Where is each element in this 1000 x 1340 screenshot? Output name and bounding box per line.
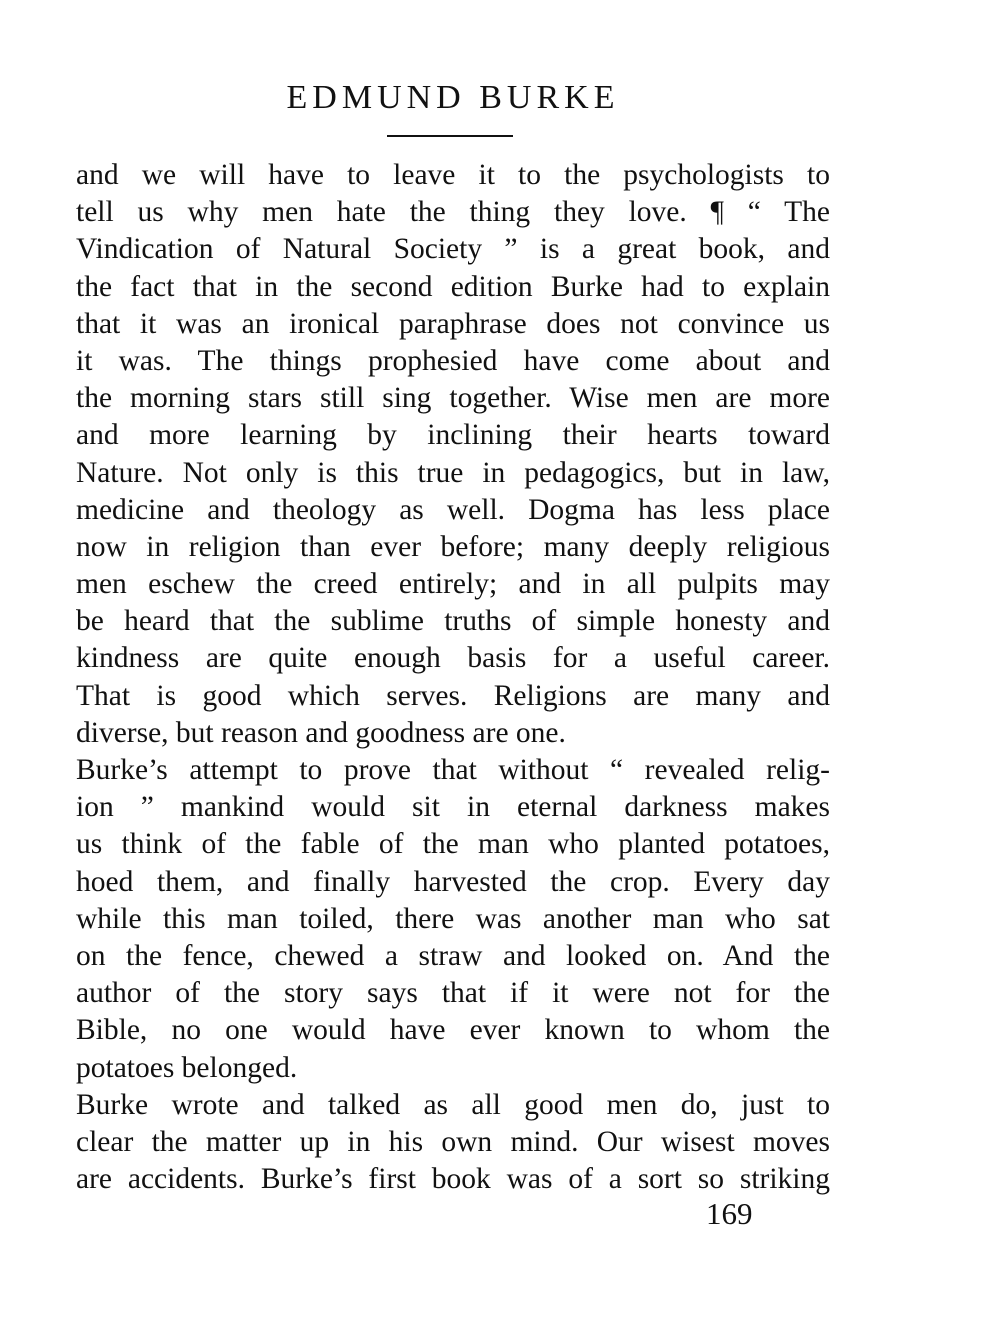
text-line: it was. The things prophesied have come about and: [76, 344, 830, 377]
text-line: tell us why men hate the thing they love. ¶ “ The: [76, 196, 830, 229]
text-line: Burke wrote and talked as all good men do, just to: [76, 1088, 830, 1121]
text-line: on the fence, chewed a straw and looked on. And the: [76, 939, 830, 972]
text-line: Bible, no one would have ever known to whom the: [76, 1014, 830, 1047]
text-line: the morning stars still sing together. Wise men are more: [76, 382, 830, 415]
text-line: are accidents. Burke’s first book was of a sort so striking: [76, 1163, 830, 1196]
text-line: that it was an ironical paraphrase does not convince us: [76, 307, 830, 340]
text-line: and we will have to leave it to the psychologists to: [76, 159, 830, 191]
text-line: ion ” mankind would sit in eternal darkness makes: [76, 791, 830, 824]
page-number: 169: [706, 1196, 753, 1231]
head-rule: [387, 135, 513, 137]
body-text: [76, 157, 830, 1198]
text-line: author of the story says that if it were not for the: [76, 977, 830, 1010]
text-line: us think of the fable of the man who planted potatoes,: [76, 828, 830, 861]
text-line: That is good which serves. Religions are many and: [76, 679, 830, 712]
text-line: clear the matter up in his own mind. Our wisest moves: [76, 1125, 830, 1158]
text-line: be heard that the sublime truths of simple honesty and: [76, 605, 830, 638]
text-line: medicine and theology as well. Dogma has less place: [76, 493, 830, 526]
text-line: Burke’s attempt to prove that without “ revealed relig-: [76, 754, 830, 786]
text-line: diverse, but reason and goodness are one.: [76, 716, 566, 749]
text-line: kindness are quite enough basis for a useful career.: [76, 642, 830, 675]
text-line: Vindication of Natural Society ” is a great book, and: [76, 233, 830, 266]
text-line: now in religion than ever before; many deeply religious: [76, 530, 830, 563]
text-line: hoed them, and finally harvested the crop. Every day: [76, 865, 830, 898]
text-line: potatoes belonged.: [76, 1051, 298, 1084]
text-line: men eschew the creed entirely; and in all pulpits may: [76, 568, 830, 601]
text-line: while this man toiled, there was another man who sat: [76, 902, 830, 935]
text-line: and more learning by inclining their hearts toward: [76, 419, 830, 452]
text-line: the fact that in the second edition Burke had to explain: [76, 270, 830, 303]
text-line: Nature. Not only is this true in pedagogics, but in law,: [76, 456, 830, 489]
running-head: EDMUND BURKE: [286, 79, 620, 116]
